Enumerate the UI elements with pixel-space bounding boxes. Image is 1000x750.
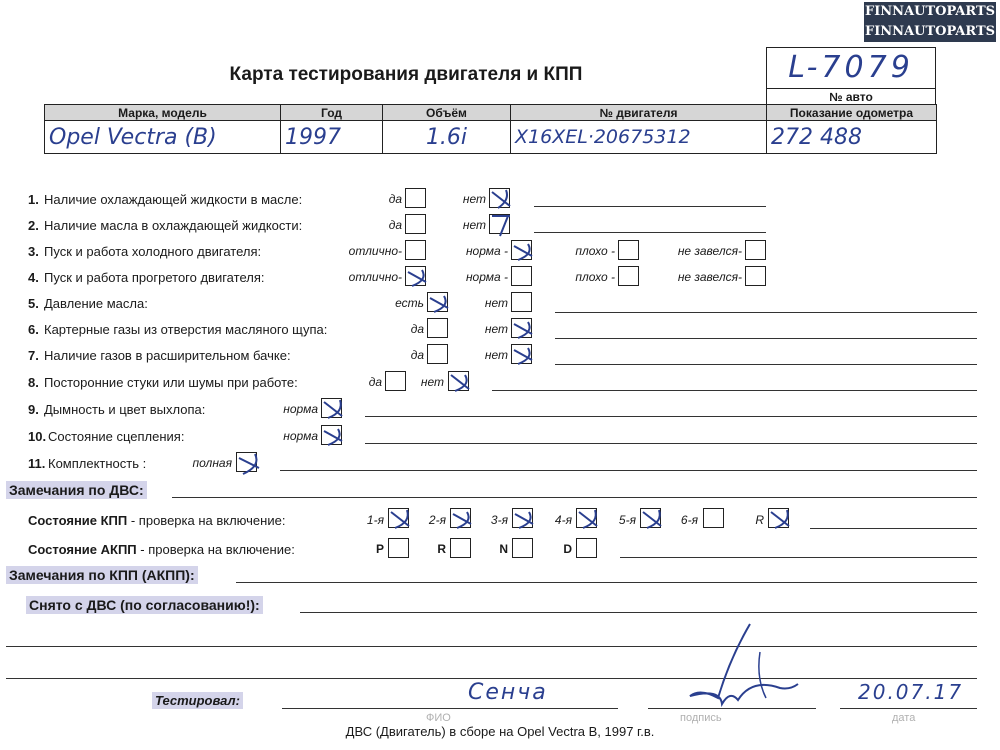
row-num: 4. <box>28 270 39 285</box>
check-mark-icon <box>488 186 514 212</box>
signature-label: подпись <box>680 712 722 724</box>
check-mark-icon <box>575 506 601 532</box>
checkbox-checked[interactable] <box>427 292 448 312</box>
opt-norma: норма - <box>465 270 508 284</box>
row-num: 3. <box>28 244 39 259</box>
opt-est: есть <box>395 296 424 310</box>
opt-net: нет <box>462 192 486 206</box>
check-mark-icon <box>404 264 430 290</box>
check-mark-icon <box>510 316 536 342</box>
gear-label: 3-я <box>490 513 508 527</box>
removed-heading: Снято с ДВС (по согласованию!): <box>26 596 263 614</box>
kpp-remarks-heading: Замечания по КПП (АКПП): <box>6 566 198 584</box>
note-line <box>492 390 977 391</box>
row-3 <box>28 244 261 259</box>
checkbox-checked[interactable] <box>236 452 257 472</box>
opt-norma: норма <box>283 402 318 416</box>
row-text: Давление масла: <box>44 296 148 311</box>
row-num: 6. <box>28 322 39 337</box>
checkbox-checked[interactable] <box>511 318 532 338</box>
check-mark-icon <box>447 369 473 395</box>
note-line <box>620 557 977 558</box>
opt-net: нет <box>420 375 444 389</box>
row-num: 1. <box>28 192 39 207</box>
note-line <box>555 312 977 313</box>
fio-label: ФИО <box>426 712 451 724</box>
gear-checkbox[interactable] <box>576 538 597 558</box>
opt-da: да <box>410 348 424 362</box>
row-7 <box>28 348 291 363</box>
checkbox-checked[interactable] <box>489 188 510 208</box>
opt-da: да <box>388 218 402 232</box>
volume-value: 1.6i <box>383 121 511 154</box>
kpp-title <box>28 513 285 528</box>
gear-label: 2-я <box>428 513 446 527</box>
row-text: Состояние сцепления: <box>48 429 185 444</box>
check-mark-icon <box>488 212 514 238</box>
checkbox-checked[interactable] <box>511 344 532 364</box>
make-model-value: Opel Vectra (B) <box>45 121 281 154</box>
checkbox[interactable] <box>511 266 532 286</box>
note-line <box>6 646 977 647</box>
checkbox[interactable] <box>405 188 426 208</box>
kpp-title-bold: Состояние КПП <box>28 513 128 528</box>
gear-label: D <box>563 542 572 556</box>
date-label: дата <box>892 712 916 724</box>
logo-line-1: FINNAUTOPARTS <box>864 4 996 19</box>
gear-checkbox-checked[interactable] <box>768 508 789 528</box>
row-11 <box>28 456 146 471</box>
checkbox[interactable] <box>745 240 766 260</box>
gear-label: P <box>375 542 384 556</box>
gear-checkbox[interactable] <box>512 538 533 558</box>
car-number-value: L-7079 <box>788 50 914 85</box>
kpp-title-rest: - проверка на включение: <box>127 513 286 528</box>
gear-checkbox-checked[interactable] <box>388 508 409 528</box>
note-line <box>810 528 977 529</box>
checkbox[interactable] <box>427 318 448 338</box>
note-line <box>172 497 977 498</box>
row-num: 5. <box>28 296 39 311</box>
row-8 <box>28 375 298 390</box>
check-mark-icon <box>449 506 475 532</box>
akpp-title-rest: - проверка на включение: <box>136 542 295 557</box>
row-text: Комплектность : <box>48 456 147 471</box>
tested-by-heading: Тестировал: <box>152 692 243 709</box>
check-mark-icon <box>387 506 413 532</box>
row-text: Пуск и работа холодного двигателя: <box>44 244 262 259</box>
col-volume: Объём <box>383 105 511 121</box>
opt-ne-zavelsya: не завелся- <box>677 244 742 258</box>
opt-otlichno: отлично- <box>348 244 402 258</box>
gear-label: R <box>755 513 764 527</box>
note-line <box>555 338 977 339</box>
date-line <box>840 708 977 709</box>
row-text: Наличие газов в расширительном бачке: <box>44 348 291 363</box>
gear-checkbox[interactable] <box>388 538 409 558</box>
note-line <box>534 206 766 207</box>
opt-ploho: плохо - <box>575 270 615 284</box>
check-mark-icon <box>320 396 346 422</box>
col-make-model: Марка, модель <box>45 105 281 121</box>
check-mark-icon <box>510 342 536 368</box>
check-mark-icon <box>511 506 537 532</box>
check-mark-icon <box>426 290 452 316</box>
note-line <box>365 416 977 417</box>
row-4 <box>28 270 264 285</box>
col-year: Год <box>281 105 383 121</box>
note-line <box>6 678 977 679</box>
car-number-box <box>766 47 936 106</box>
engine-no-value: X16XEL·20675312 <box>511 121 767 154</box>
vehicle-info-table <box>44 104 937 154</box>
opt-da: да <box>410 322 424 336</box>
opt-da: да <box>388 192 402 206</box>
note-line <box>555 364 977 365</box>
row-num: 10. <box>28 429 47 444</box>
row-5 <box>28 296 148 311</box>
gear-checkbox-checked[interactable] <box>640 508 661 528</box>
row-6 <box>28 322 327 337</box>
gear-checkbox-checked[interactable] <box>512 508 533 528</box>
checkbox-checked[interactable] <box>511 240 532 260</box>
checkbox[interactable] <box>405 214 426 234</box>
checkbox-checked[interactable] <box>405 266 426 286</box>
gear-label: 1-я <box>366 513 384 527</box>
col-engine-no: № двигателя <box>511 105 767 121</box>
row-10 <box>28 429 184 444</box>
note-line <box>236 582 977 583</box>
image-caption: ДВС (Двигатель) в сборе на Opel Vectra B, 1997 г.в. <box>345 724 655 739</box>
akpp-title <box>28 542 295 557</box>
checkbox[interactable] <box>385 371 406 391</box>
checkbox-checked[interactable] <box>321 425 342 445</box>
row-text: Посторонние стуки или шумы при работе: <box>44 375 298 390</box>
row-text: Наличие охлаждающей жидкости в масле: <box>44 192 303 207</box>
row-text: Дымность и цвет выхлопа: <box>44 402 206 417</box>
gear-label: 6-я <box>680 513 698 527</box>
gear-checkbox-checked[interactable] <box>450 508 471 528</box>
checkbox[interactable] <box>618 266 639 286</box>
note-line <box>300 612 977 613</box>
akpp-title-bold: Состояние АКПП <box>28 542 137 557</box>
row-2 <box>28 218 302 233</box>
checkbox[interactable] <box>511 292 532 312</box>
gear-label: N <box>499 542 508 556</box>
car-number-label: № авто <box>767 88 935 105</box>
check-mark-icon <box>235 450 261 476</box>
opt-net: нет <box>484 296 508 310</box>
gear-checkbox-checked[interactable] <box>576 508 597 528</box>
checkbox[interactable] <box>405 240 426 260</box>
checkbox-checked[interactable] <box>489 214 510 234</box>
opt-ploho: плохо - <box>575 244 615 258</box>
gear-checkbox[interactable] <box>450 538 471 558</box>
dvs-remarks-heading: Замечания по ДВС: <box>6 481 147 499</box>
note-line <box>365 443 977 444</box>
row-num: 8. <box>28 375 39 390</box>
opt-net: нет <box>484 322 508 336</box>
opt-da: да <box>368 375 382 389</box>
signature-drawing <box>660 618 810 718</box>
opt-ne-zavelsya: не завелся- <box>677 270 742 284</box>
opt-otlichno: отлично- <box>348 270 402 284</box>
col-odometer: Показание одометра <box>767 105 937 121</box>
opt-norma: норма - <box>465 244 508 258</box>
brand-logo <box>864 2 996 42</box>
checkbox[interactable] <box>745 266 766 286</box>
tester-name: Сенча <box>468 680 548 705</box>
check-mark-icon <box>767 506 793 532</box>
row-num: 11. <box>28 456 46 471</box>
odometer-value: 272 488 <box>767 121 937 154</box>
checkbox[interactable] <box>427 344 448 364</box>
gear-label: R <box>437 542 446 556</box>
check-mark-icon <box>510 238 536 264</box>
gear-label: 4-я <box>554 513 572 527</box>
note-line <box>534 232 766 233</box>
page-title: Карта тестирования двигателя и КПП <box>229 64 583 85</box>
row-num: 2. <box>28 218 39 233</box>
checkbox-checked[interactable] <box>321 398 342 418</box>
row-text: Картерные газы из отверстия масляного щупа: <box>44 322 328 337</box>
note-line <box>280 470 977 471</box>
year-value: 1997 <box>281 121 383 154</box>
checkbox-checked[interactable] <box>448 371 469 391</box>
logo-line-2: FINNAUTOPARTS <box>864 24 996 39</box>
gear-label: 5-я <box>618 513 636 527</box>
opt-net: нет <box>462 218 486 232</box>
opt-norma: норма <box>283 429 318 443</box>
test-date: 20.07.17 <box>858 680 964 704</box>
row-text: Наличие масла в охлаждающей жидкости: <box>44 218 303 233</box>
row-1 <box>28 192 302 207</box>
row-num: 7. <box>28 348 39 363</box>
check-mark-icon <box>320 423 346 449</box>
row-text: Пуск и работа прогретого двигателя: <box>44 270 265 285</box>
row-num: 9. <box>28 402 39 417</box>
checkbox[interactable] <box>618 240 639 260</box>
name-line <box>282 708 618 709</box>
gear-checkbox[interactable] <box>703 508 724 528</box>
row-9 <box>28 402 205 417</box>
opt-polnaya: полная <box>192 456 232 470</box>
opt-net: нет <box>484 348 508 362</box>
check-mark-icon <box>639 506 665 532</box>
